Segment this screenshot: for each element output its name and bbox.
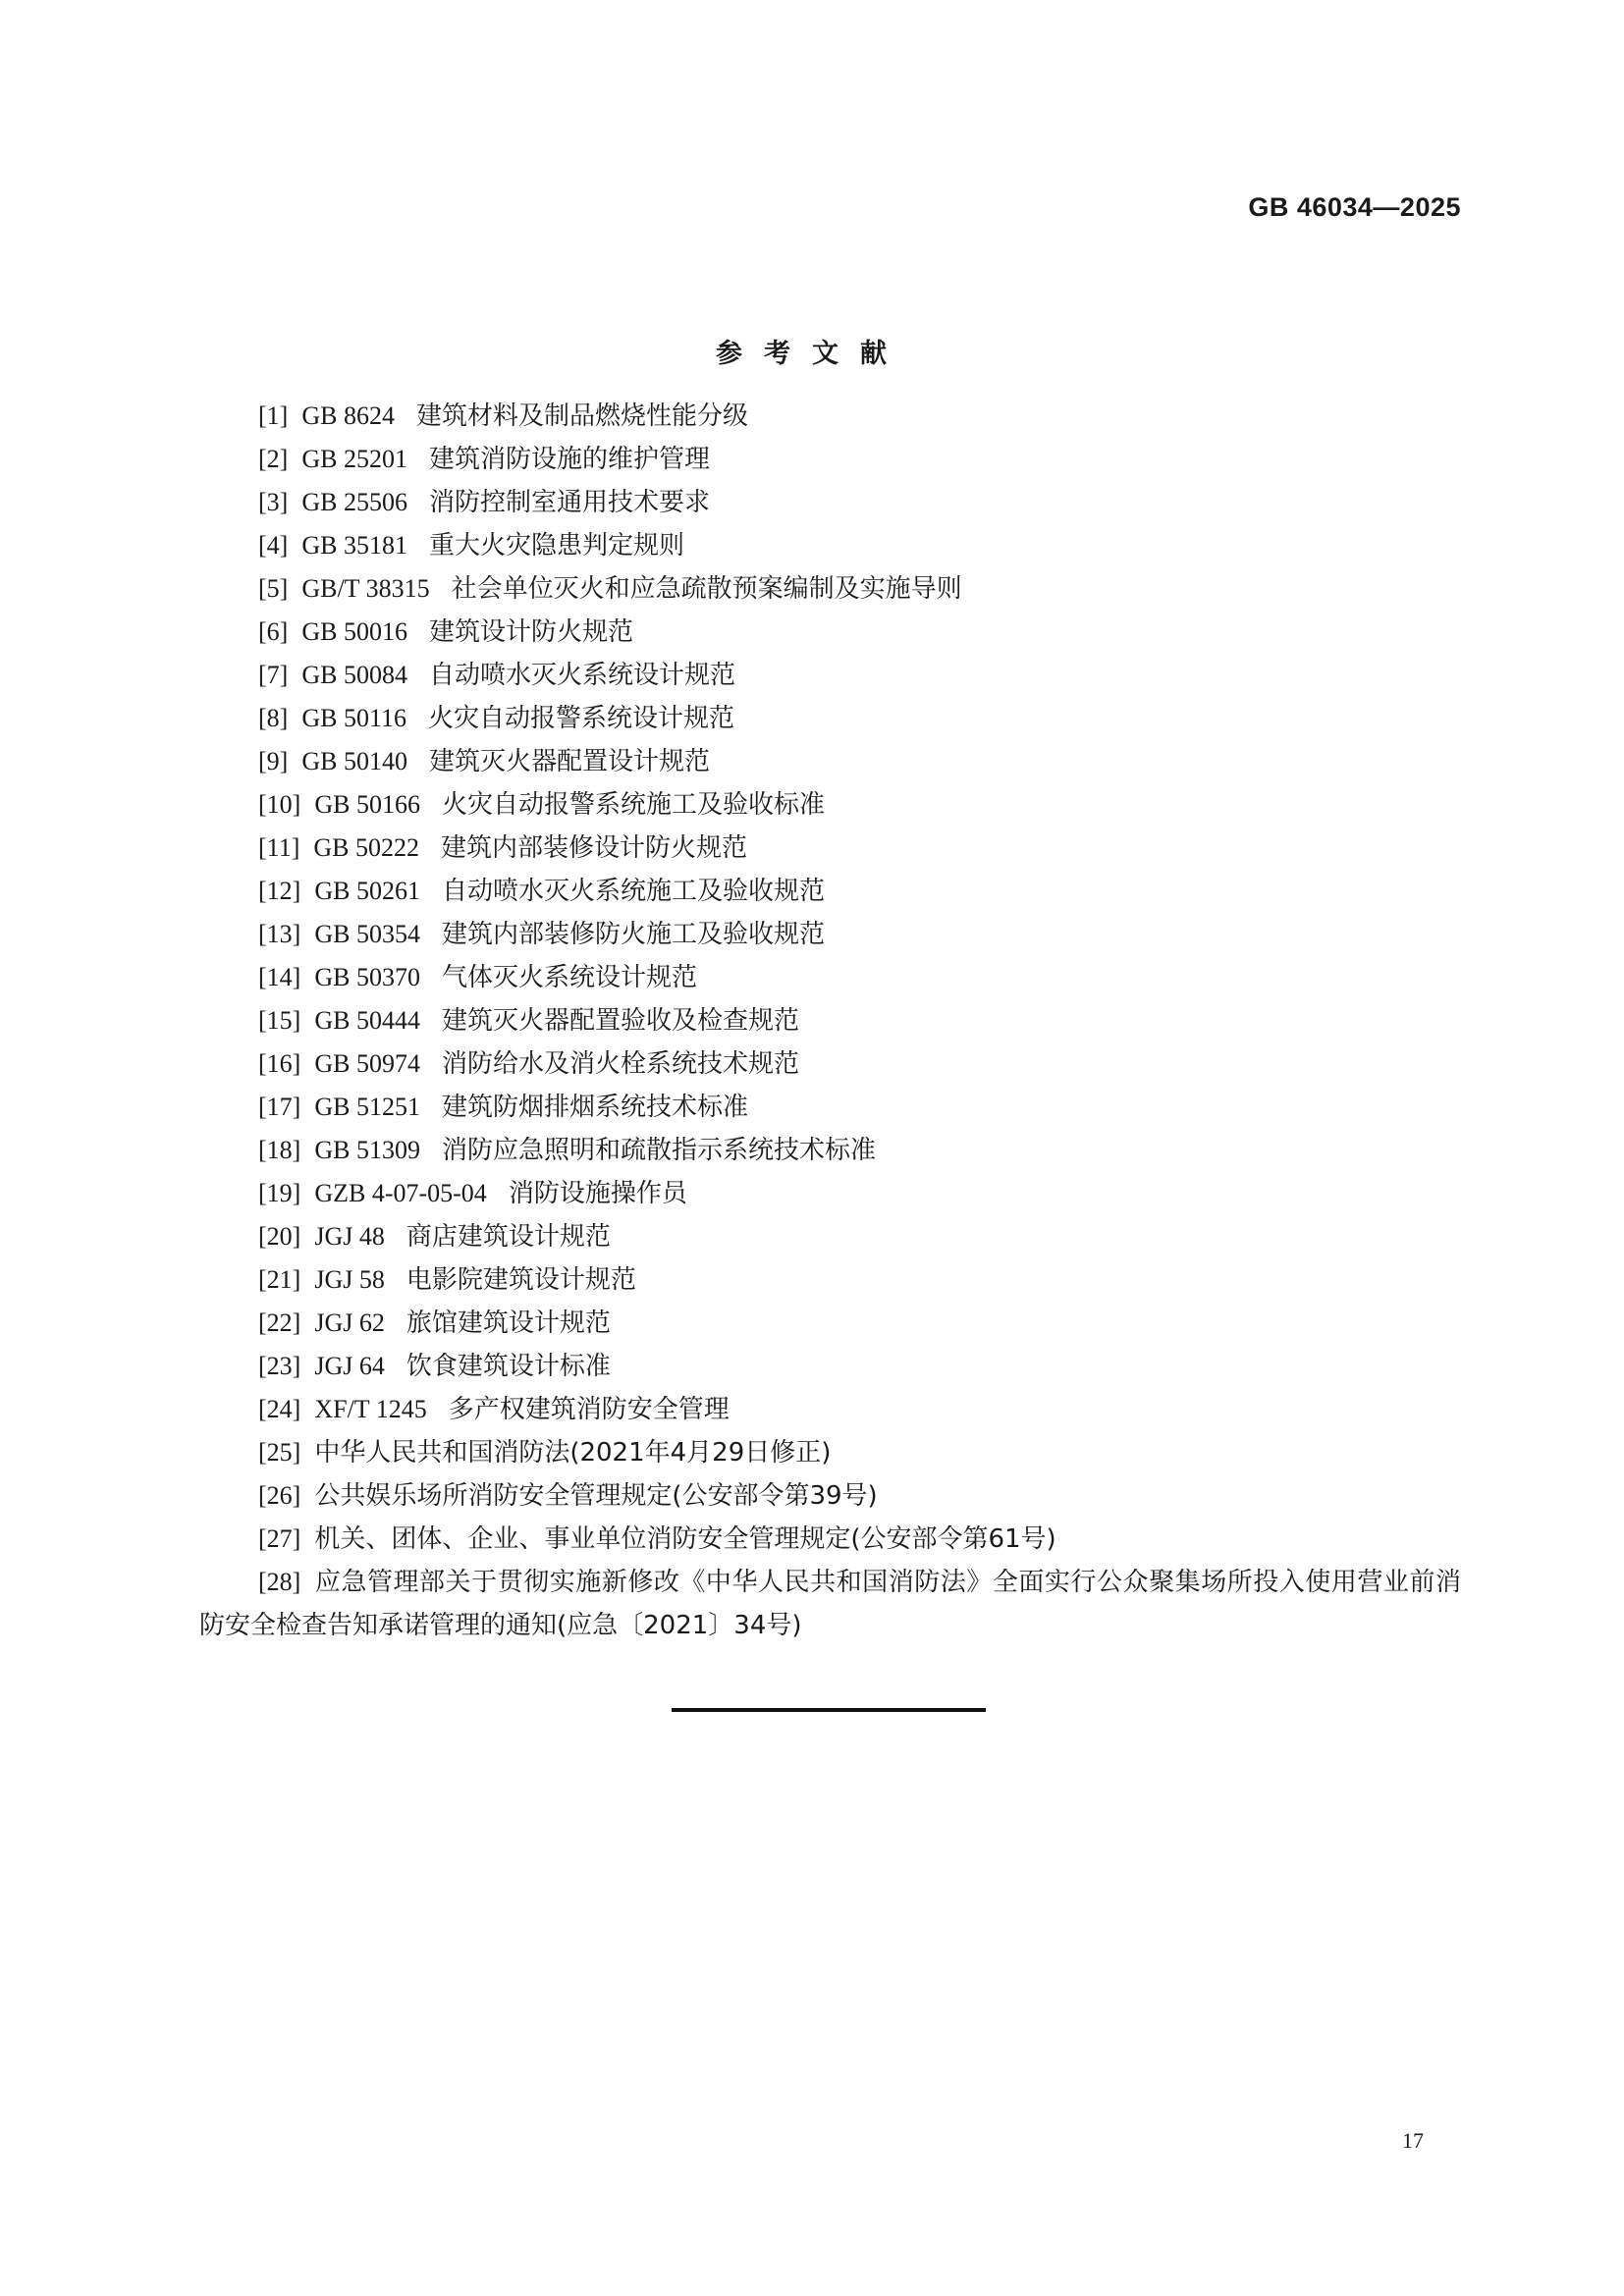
reference-number: [8] [258, 704, 289, 732]
reference-item [199, 827, 1461, 870]
reference-code: JGJ 58 [314, 1265, 385, 1294]
reference-number: [4] [258, 531, 289, 560]
reference-code: GB 50222 [313, 833, 419, 862]
reference-code: GB/T 38315 [301, 574, 430, 603]
reference-title: 建筑设计防火规范 [428, 617, 633, 647]
reference-code: JGJ 48 [314, 1222, 385, 1251]
reference-number: [1] [258, 401, 289, 430]
reference-number: [7] [258, 661, 289, 689]
reference-code: GB 51309 [314, 1136, 420, 1164]
reference-title: 电影院建筑设计规范 [406, 1265, 636, 1295]
reference-number: [25] [258, 1438, 301, 1467]
reference-title: 自动喷水灭火系统设计规范 [428, 661, 735, 690]
reference-number: [19] [258, 1179, 301, 1207]
reference-title: 气体灭火系统设计规范 [441, 963, 697, 992]
reference-title: 饮食建筑设计标准 [406, 1352, 611, 1381]
reference-item [199, 1561, 1461, 1647]
reference-item [199, 1172, 1461, 1215]
reference-title: 社会单位灭火和应急疏散预案编制及实施导则 [451, 574, 962, 604]
reference-item [199, 438, 1461, 481]
reference-item [199, 1302, 1461, 1345]
reference-number: [23] [258, 1352, 301, 1380]
reference-number: [21] [258, 1265, 301, 1294]
reference-item [199, 783, 1461, 827]
reference-code: GB 50261 [314, 877, 420, 905]
reference-number: [28] [258, 1568, 301, 1596]
reference-item [199, 481, 1461, 524]
reference-number: [13] [258, 920, 301, 948]
reference-code: GB 25201 [301, 445, 407, 473]
reference-title: 消防设施操作员 [508, 1179, 687, 1208]
reference-code: GB 50116 [301, 704, 406, 732]
reference-number: [27] [258, 1524, 301, 1553]
reference-code: JGJ 62 [314, 1308, 385, 1337]
reference-number: [20] [258, 1222, 301, 1251]
reference-item [199, 1042, 1461, 1086]
end-rule [672, 1708, 986, 1712]
reference-item [199, 870, 1461, 913]
reference-code: XF/T 1245 [314, 1395, 427, 1423]
reference-title: 建筑消防设施的维护管理 [428, 445, 710, 474]
reference-title: 多产权建筑消防安全管理 [448, 1395, 730, 1424]
reference-code: GB 50444 [314, 1006, 420, 1035]
reference-title: 建筑灭火器配置验收及检查规范 [441, 1006, 799, 1036]
reference-number: [16] [258, 1049, 301, 1078]
reference-item [199, 611, 1461, 654]
reference-item [199, 1474, 1461, 1518]
section-title: 参考文献 [716, 339, 908, 369]
reference-number: [24] [258, 1395, 301, 1423]
reference-number: [17] [258, 1093, 301, 1121]
reference-title: 建筑内部装修设计防火规范 [440, 833, 747, 863]
reference-title: 重大火灾隐患判定规则 [428, 531, 684, 561]
reference-number: [6] [258, 617, 289, 646]
reference-title: 火灾自动报警系统设计规范 [427, 704, 734, 733]
reference-item [199, 395, 1461, 438]
reference-number: [14] [258, 963, 301, 991]
reference-number: [10] [258, 790, 301, 819]
reference-code: GZB 4-07-05-04 [314, 1179, 487, 1207]
page-number: 17 [1402, 2128, 1424, 2153]
reference-title: 中华人民共和国消防法(2021年4月29日修正) [314, 1438, 832, 1468]
reference-title: 旅馆建筑设计规范 [406, 1308, 611, 1338]
reference-item [199, 524, 1461, 567]
reference-item [199, 956, 1461, 999]
reference-number: [12] [258, 877, 301, 905]
reference-item [199, 740, 1461, 783]
reference-code: GB 50370 [314, 963, 420, 991]
reference-item [199, 567, 1461, 611]
reference-number: [5] [258, 574, 289, 603]
reference-item [199, 697, 1461, 740]
reference-title: 公共娱乐场所消防安全管理规定(公安部令第39号) [314, 1481, 878, 1511]
reference-item [199, 1086, 1461, 1129]
reference-number: [26] [258, 1481, 301, 1510]
reference-code: GB 50016 [301, 617, 407, 646]
reference-title: 建筑内部装修防火施工及验收规范 [441, 920, 825, 949]
reference-item [199, 999, 1461, 1042]
reference-item [199, 913, 1461, 956]
reference-code: JGJ 64 [314, 1352, 385, 1380]
reference-code: GB 25506 [301, 488, 407, 516]
reference-code: GB 50974 [314, 1049, 420, 1078]
reference-title: 建筑防烟排烟系统技术标准 [441, 1093, 748, 1122]
reference-title: 消防控制室通用技术要求 [428, 488, 710, 517]
reference-item [199, 1388, 1461, 1431]
reference-code: GB 8624 [301, 401, 395, 430]
standard-number: GB 46034—2025 [1248, 192, 1461, 222]
reference-number: [15] [258, 1006, 301, 1035]
reference-title: 自动喷水灭火系统施工及验收规范 [441, 877, 825, 906]
reference-code: GB 50354 [314, 920, 420, 948]
reference-title: 应急管理部关于贯彻实施新修改《中华人民共和国消防法》全面实行公众聚集场所投入使用营业前消防安全检查告知承诺管理的通知(应急〔2021〕34号) [199, 1568, 1461, 1640]
reference-title: 建筑材料及制品燃烧性能分级 [415, 401, 748, 431]
reference-code: GB 51251 [314, 1093, 420, 1121]
reference-title: 商店建筑设计规范 [406, 1222, 611, 1252]
reference-number: [9] [258, 747, 289, 775]
reference-title: 火灾自动报警系统施工及验收标准 [441, 790, 825, 820]
reference-number: [11] [258, 833, 300, 862]
reference-item [199, 1258, 1461, 1302]
reference-title: 机关、团体、企业、事业单位消防安全管理规定(公安部令第61号) [314, 1524, 1056, 1554]
reference-number: [22] [258, 1308, 301, 1337]
reference-item [199, 1431, 1461, 1474]
reference-code: GB 50166 [314, 790, 420, 819]
reference-number: [18] [258, 1136, 301, 1164]
reference-title: 建筑灭火器配置设计规范 [428, 747, 710, 776]
reference-item [199, 654, 1461, 697]
reference-number: [3] [258, 488, 289, 516]
reference-code: GB 50084 [301, 661, 407, 689]
reference-list [199, 395, 1461, 1647]
reference-item [199, 1215, 1461, 1258]
reference-item [199, 1518, 1461, 1561]
reference-title: 消防应急照明和疏散指示系统技术标准 [441, 1136, 876, 1165]
reference-code: GB 35181 [301, 531, 407, 560]
reference-code: GB 50140 [301, 747, 407, 775]
reference-number: [2] [258, 445, 289, 473]
reference-title: 消防给水及消火栓系统技术规范 [441, 1049, 799, 1079]
reference-item [199, 1129, 1461, 1172]
reference-item [199, 1345, 1461, 1388]
